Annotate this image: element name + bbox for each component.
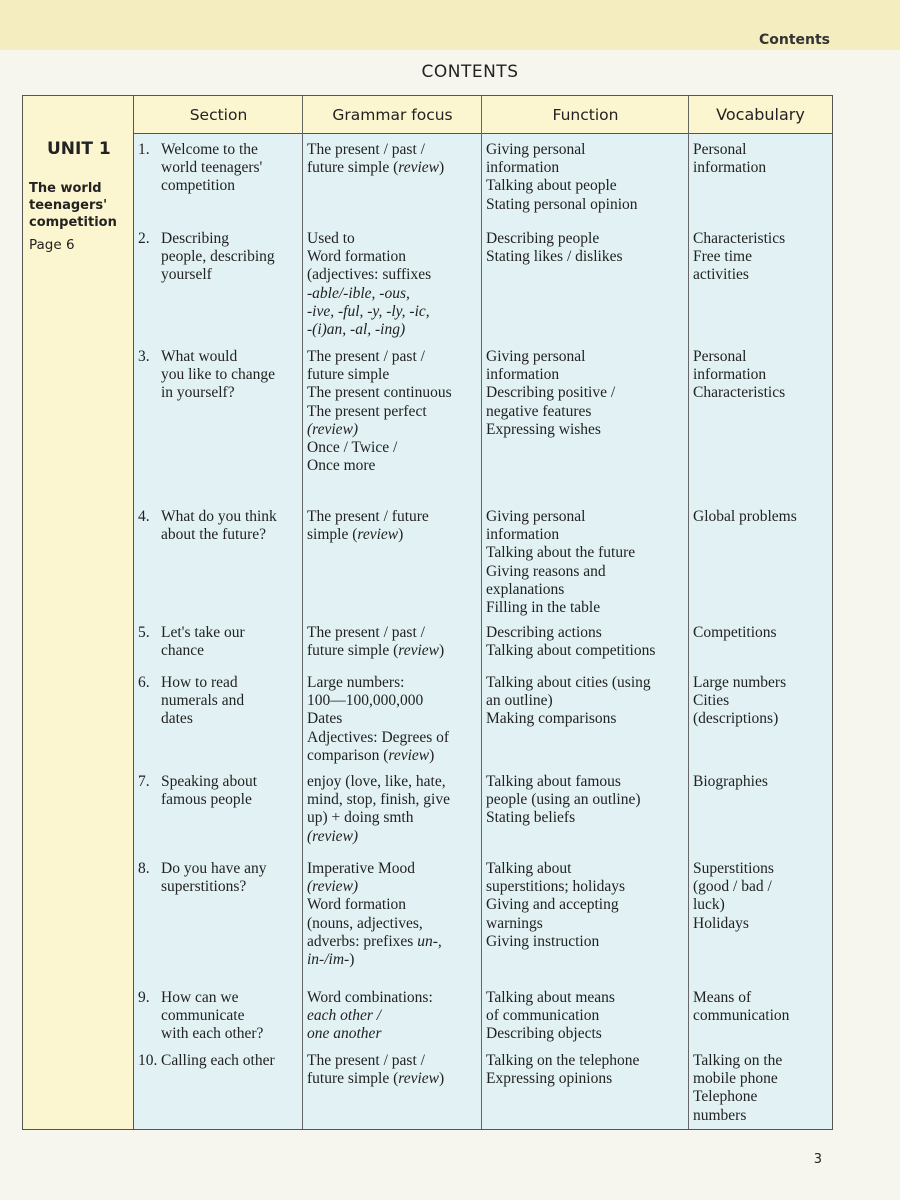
grammar-italic-text: each other / <box>307 1007 382 1025</box>
grammar-line <box>307 321 431 339</box>
vocabulary-line: Personal <box>693 348 747 365</box>
vocabulary-line: Characteristics <box>693 230 786 247</box>
running-head: Contents <box>758 32 830 48</box>
grammar-italic-text: review <box>388 746 430 764</box>
grammar-line <box>307 1007 433 1025</box>
function-line: Giving personal <box>486 348 586 365</box>
grammar-line <box>307 791 450 809</box>
row-number: 6. <box>138 674 150 691</box>
function-line: people (using an outline) <box>486 791 641 809</box>
grammar-italic-text: un-, <box>417 932 442 950</box>
unit-subtitle-line: teenagers' <box>29 198 108 213</box>
section-line: What would <box>161 348 238 365</box>
grammar-text: The present / past / <box>307 624 425 641</box>
grammar-line <box>307 747 449 765</box>
function-text <box>486 508 635 617</box>
grammar-focus <box>307 141 444 177</box>
grammar-line <box>307 1070 444 1088</box>
column-divider <box>302 96 303 1129</box>
function-line: Stating beliefs <box>486 809 576 827</box>
grammar-focus <box>307 773 450 846</box>
vocabulary-line: luck) <box>693 896 725 914</box>
vocabulary-text <box>693 989 789 1025</box>
section-line: superstitions? <box>161 878 247 896</box>
row-number: 9. <box>138 989 150 1006</box>
grammar-text: ) <box>439 642 445 660</box>
section-title <box>161 674 244 729</box>
grammar-text: The present perfect <box>307 402 427 420</box>
grammar-line <box>307 1025 433 1043</box>
function-line: Giving personal <box>486 508 586 525</box>
section-line: Welcome to the <box>161 141 258 158</box>
grammar-focus <box>307 230 431 339</box>
grammar-line <box>307 439 452 457</box>
grammar-focus <box>307 624 444 660</box>
function-line: information <box>486 526 560 544</box>
column-header-section: Section <box>134 96 303 134</box>
unit-subtitle <box>29 180 133 231</box>
function-line: Making comparisons <box>486 710 617 728</box>
grammar-line <box>307 710 449 728</box>
vocabulary-text <box>693 860 774 933</box>
grammar-line <box>307 915 442 933</box>
function-line: explanations <box>486 580 565 598</box>
grammar-text: up) + doing smth <box>307 809 414 827</box>
grammar-line <box>307 141 444 159</box>
grammar-line <box>307 248 431 266</box>
grammar-line <box>307 933 442 951</box>
grammar-text: The present / past / <box>307 348 425 365</box>
contents-table <box>133 95 833 1130</box>
vocabulary-line: Free time <box>693 248 752 266</box>
vocabulary-text <box>693 230 785 285</box>
grammar-italic-text: review <box>398 1070 440 1088</box>
grammar-text: ) <box>439 1070 445 1088</box>
grammar-focus <box>307 508 429 544</box>
grammar-text: simple ( <box>307 526 358 544</box>
grammar-italic-text: review <box>357 526 399 544</box>
grammar-text: Once more <box>307 457 376 475</box>
grammar-text: (nouns, adjectives, <box>307 914 423 932</box>
grammar-text: The present / past / <box>307 141 425 158</box>
grammar-line <box>307 384 452 402</box>
section-line: yourself <box>161 266 212 284</box>
grammar-line <box>307 860 442 878</box>
vocabulary-line: Means of <box>693 989 752 1006</box>
grammar-text: enjoy (love, like, hate, <box>307 773 446 790</box>
grammar-text: adverbs: prefixes <box>307 932 418 950</box>
grammar-line <box>307 457 452 475</box>
grammar-line <box>307 403 452 421</box>
row-number: 8. <box>138 860 150 877</box>
function-line: Describing objects <box>486 1025 602 1043</box>
section-line: How can we <box>161 989 239 1006</box>
grammar-italic-text: (review) <box>307 420 359 438</box>
grammar-text: future simple ( <box>307 642 399 660</box>
vocabulary-text <box>693 674 786 729</box>
section-line: you like to change <box>161 366 276 384</box>
function-line: Talking about the future <box>486 544 636 562</box>
section-line: about the future? <box>161 526 267 544</box>
grammar-line <box>307 159 444 177</box>
section-title <box>161 624 245 660</box>
grammar-focus <box>307 1052 444 1088</box>
grammar-line <box>307 266 431 284</box>
grammar-line <box>307 674 449 692</box>
function-line: Describing people <box>486 230 600 247</box>
vocabulary-line: Global problems <box>693 508 797 525</box>
section-line: Speaking about <box>161 773 257 790</box>
grammar-line <box>307 285 431 303</box>
grammar-italic-text: in-/im- <box>307 951 350 969</box>
unit-subtitle-line: competition <box>29 215 117 230</box>
section-line: How to read <box>161 674 238 691</box>
function-line: negative features <box>486 402 592 420</box>
grammar-text: Dates <box>307 710 343 728</box>
function-line: Stating likes / dislikes <box>486 248 623 266</box>
vocabulary-line: numbers <box>693 1106 747 1124</box>
function-line: Expressing wishes <box>486 420 601 438</box>
row-number: 10. <box>138 1052 158 1069</box>
grammar-text: ) <box>429 746 435 764</box>
grammar-line <box>307 896 442 914</box>
section-title <box>161 141 262 196</box>
grammar-italic-text: -able/-ible, -ous, <box>307 284 410 302</box>
function-line: warnings <box>486 914 543 932</box>
grammar-text: Word formation <box>307 896 407 914</box>
grammar-text: Word formation <box>307 248 407 266</box>
function-line: Giving reasons and <box>486 562 606 580</box>
section-title <box>161 230 275 285</box>
function-line: an outline) <box>486 692 553 710</box>
function-line: Talking about famous <box>486 773 621 790</box>
function-text <box>486 624 655 660</box>
function-line: Talking about competitions <box>486 642 656 660</box>
grammar-italic-text: -(i)an, -al, -ing) <box>307 321 406 339</box>
vocabulary-line: communication <box>693 1007 790 1025</box>
section-line: famous people <box>161 791 252 809</box>
vocabulary-line: Cities <box>693 692 730 710</box>
unit-subtitle-line: The world <box>29 181 102 196</box>
function-line: Talking about cities (using <box>486 674 651 691</box>
column-header-grammar-focus: Grammar focus <box>303 96 482 134</box>
grammar-line <box>307 508 429 526</box>
grammar-italic-text: one another <box>307 1025 382 1043</box>
function-line: Stating personal opinion <box>486 195 638 213</box>
grammar-line <box>307 1052 444 1070</box>
section-line: world teenagers' <box>161 159 263 177</box>
section-line: Calling each other <box>161 1052 275 1069</box>
vocabulary-line: mobile phone <box>693 1070 778 1088</box>
vocabulary-line: (descriptions) <box>693 710 779 728</box>
vocabulary-line: Characteristics <box>693 384 786 402</box>
grammar-text: Used to <box>307 230 355 247</box>
grammar-italic-text: review <box>398 159 440 177</box>
function-text <box>486 1052 639 1088</box>
section-line: communicate <box>161 1007 245 1025</box>
grammar-line <box>307 878 442 896</box>
grammar-text: The present / past / <box>307 1052 425 1069</box>
grammar-text: ) <box>439 159 445 177</box>
section-line: chance <box>161 642 205 660</box>
grammar-text: Word combinations: <box>307 989 433 1006</box>
grammar-focus <box>307 860 442 969</box>
row-number: 1. <box>138 141 150 158</box>
vocabulary-line: activities <box>693 266 749 284</box>
section-line: in yourself? <box>161 384 235 402</box>
row-number: 7. <box>138 773 150 790</box>
function-line: superstitions; holidays <box>486 878 626 896</box>
section-title <box>161 773 257 809</box>
column-header-vocabulary: Vocabulary <box>689 96 832 134</box>
grammar-line <box>307 773 450 791</box>
grammar-line <box>307 303 431 321</box>
grammar-text: future simple ( <box>307 159 399 177</box>
vocabulary-line: Personal <box>693 141 747 158</box>
grammar-text: Large numbers: <box>307 674 405 691</box>
section-line: What do you think <box>161 508 277 525</box>
section-line: Let's take our <box>161 624 245 641</box>
row-number: 2. <box>138 230 150 247</box>
function-line: Describing actions <box>486 624 602 641</box>
function-line: information <box>486 159 560 177</box>
function-line: of communication <box>486 1007 600 1025</box>
grammar-text: ) <box>398 526 404 544</box>
section-line: dates <box>161 710 193 728</box>
function-line: Giving personal <box>486 141 586 158</box>
vocabulary-line: information <box>693 159 767 177</box>
unit-title: UNIT 1 <box>47 139 111 159</box>
grammar-text: future simple <box>307 366 390 384</box>
section-line: Describing <box>161 230 230 247</box>
grammar-text: Adjectives: Degrees of <box>307 728 450 746</box>
row-number: 5. <box>138 624 150 641</box>
column-header-function: Function <box>482 96 689 134</box>
unit-column <box>22 95 134 1130</box>
grammar-line <box>307 526 429 544</box>
function-text <box>486 860 625 951</box>
grammar-line <box>307 692 449 710</box>
vocabulary-line: Talking on the <box>693 1052 783 1069</box>
section-title <box>161 860 266 896</box>
grammar-focus <box>307 989 433 1044</box>
function-line: Talking about <box>486 860 572 877</box>
grammar-line <box>307 828 450 846</box>
grammar-italic-text: review <box>398 642 440 660</box>
grammar-text: ) <box>349 951 355 969</box>
vocabulary-line: Competitions <box>693 624 777 641</box>
function-text <box>486 141 638 214</box>
function-line: Filling in the table <box>486 599 601 617</box>
grammar-line <box>307 230 431 248</box>
function-line: Talking about means <box>486 989 615 1006</box>
grammar-text: comparison ( <box>307 746 389 764</box>
column-divider <box>688 96 689 1129</box>
grammar-line <box>307 729 449 747</box>
page-number: 3 <box>813 1152 822 1167</box>
column-divider <box>481 96 482 1129</box>
function-text <box>486 348 615 439</box>
grammar-line <box>307 366 452 384</box>
vocabulary-text <box>693 773 768 791</box>
grammar-italic-text: (review) <box>307 827 359 845</box>
vocabulary-text <box>693 348 785 403</box>
function-line: Talking about people <box>486 177 617 195</box>
grammar-text: (adjectives: suffixes <box>307 266 432 284</box>
vocabulary-line: Superstitions <box>693 860 774 877</box>
function-text <box>486 674 651 729</box>
vocabulary-text <box>693 508 797 526</box>
grammar-line <box>307 421 452 439</box>
row-number: 4. <box>138 508 150 525</box>
grammar-line <box>307 642 444 660</box>
function-text <box>486 230 623 266</box>
section-title <box>161 348 275 403</box>
section-line: numerals and <box>161 692 245 710</box>
function-line: Expressing opinions <box>486 1070 613 1088</box>
grammar-focus <box>307 674 449 765</box>
grammar-line <box>307 989 433 1007</box>
function-text <box>486 773 641 828</box>
function-line: information <box>486 366 560 384</box>
grammar-italic-text: (review) <box>307 878 359 896</box>
function-text <box>486 989 615 1044</box>
vocabulary-line: Biographies <box>693 773 768 790</box>
function-line: Describing positive / <box>486 384 616 402</box>
vocabulary-line: (good / bad / <box>693 878 772 896</box>
section-line: Do you have any <box>161 860 267 877</box>
row-number: 3. <box>138 348 150 365</box>
vocabulary-line: Telephone <box>693 1088 758 1106</box>
grammar-text: mind, stop, finish, give <box>307 791 450 809</box>
grammar-italic-text: -ive, -ful, -y, -ly, -ic, <box>307 302 430 320</box>
section-title <box>161 1052 275 1070</box>
vocabulary-line: Large numbers <box>693 674 787 691</box>
grammar-text: 100—100,000,000 <box>307 692 424 710</box>
vocabulary-text <box>693 624 777 642</box>
section-title <box>161 989 263 1044</box>
grammar-text: The present continuous <box>307 384 452 402</box>
grammar-text: The present / future <box>307 508 429 525</box>
grammar-line <box>307 951 442 969</box>
section-line: people, describing <box>161 248 275 266</box>
grammar-line <box>307 809 450 827</box>
vocabulary-text <box>693 141 766 177</box>
section-line: competition <box>161 177 236 195</box>
function-line: Giving and accepting <box>486 896 619 914</box>
grammar-line <box>307 624 444 642</box>
grammar-line <box>307 348 452 366</box>
section-title <box>161 508 277 544</box>
section-line: with each other? <box>161 1025 264 1043</box>
function-line: Talking on the telephone <box>486 1052 640 1069</box>
grammar-focus <box>307 348 452 475</box>
page-title: CONTENTS <box>421 62 519 82</box>
vocabulary-line: Holidays <box>693 914 749 932</box>
grammar-text: future simple ( <box>307 1070 399 1088</box>
grammar-text: Imperative Mood <box>307 860 416 877</box>
vocabulary-line: information <box>693 366 767 384</box>
vocabulary-text <box>693 1052 782 1125</box>
unit-page-reference: Page 6 <box>29 237 75 253</box>
grammar-text: Once / Twice / <box>307 439 398 457</box>
function-line: Giving instruction <box>486 932 600 950</box>
